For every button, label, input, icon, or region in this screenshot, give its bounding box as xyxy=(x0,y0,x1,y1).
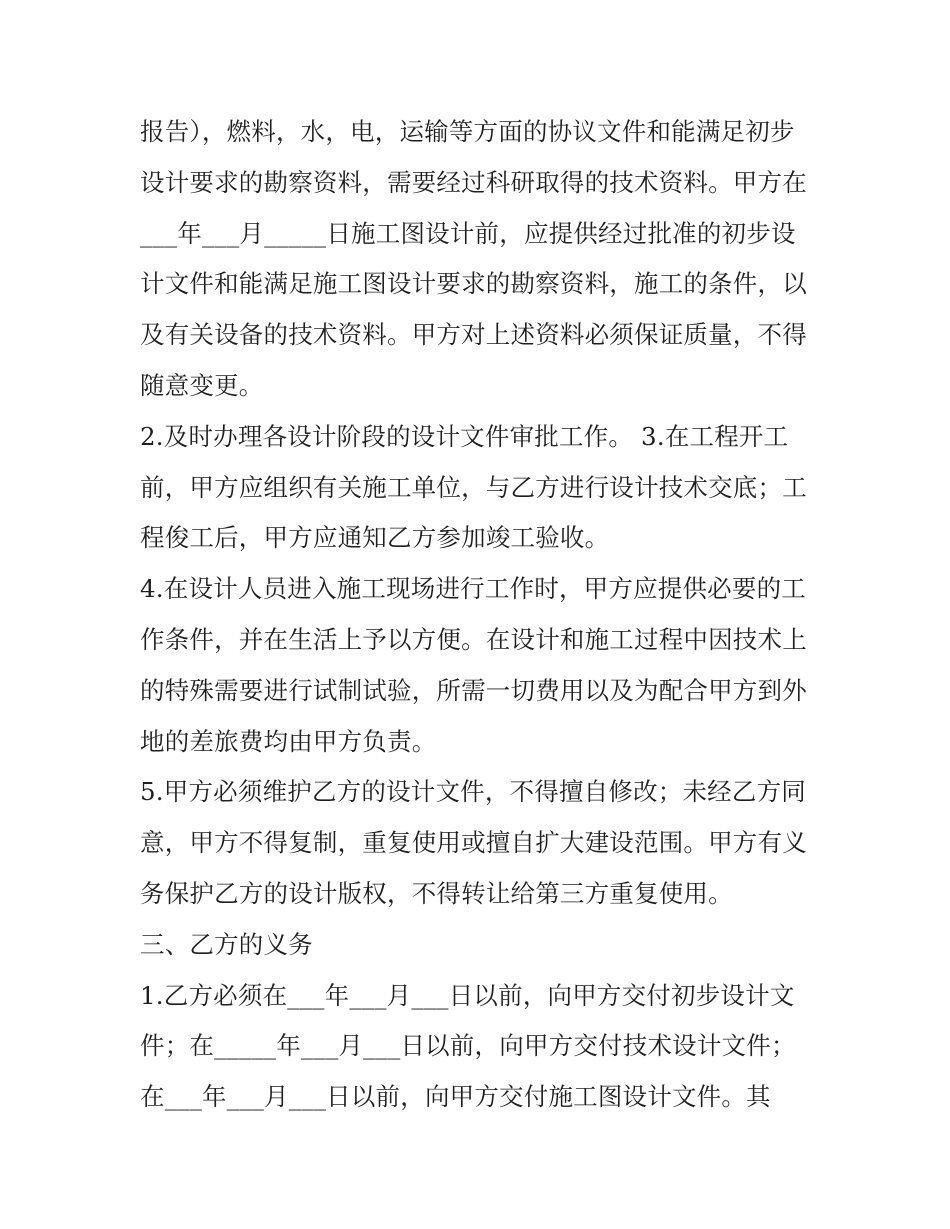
text-line: ___年___月_____日施工图设计前，应提供经过批准的初步设 xyxy=(140,218,796,248)
text-line: 务保护乙方的设计版权，不得转让给第三方重复使用。 xyxy=(140,878,733,908)
text-line: 及有关设备的技术资料。甲方对上述资料必须保证质量，不得 xyxy=(140,320,807,350)
text-line: 4.在设计人员进入施工现场进行工作时，甲方应提供必要的工 xyxy=(140,574,806,604)
text-line: 前，甲方应组织有关施工单位，与乙方进行设计技术交底；工 xyxy=(140,472,807,502)
text-line: 在___年___月___日以前，向甲方交付施工图设计文件。其 xyxy=(140,1082,771,1112)
text-line: 2.及时办理各设计阶段的设计文件审批工作。 3.在工程开工 xyxy=(140,421,789,451)
text-line: 程俊工后，甲方应通知乙方参加竣工验收。 xyxy=(140,523,610,553)
text-line: 报告），燃料，水，电，运输等方面的协议文件和能满足初步 xyxy=(140,117,795,146)
text-line: 作条件，并在生活上予以方便。在设计和施工过程中因技术上 xyxy=(140,624,807,654)
text-line: 件；在_____年___月___日以前，向甲方交付技术设计文件； xyxy=(140,1031,796,1061)
text-line: 计文件和能满足施工图设计要求的勘察资料，施工的条件，以 xyxy=(140,269,807,299)
text-line: 设计要求的勘察资料，需要经过科研取得的技术资料。甲方在 xyxy=(140,167,807,197)
text-line: 5.甲方必须维护乙方的设计文件，不得擅自修改；未经乙方同 xyxy=(140,777,806,807)
contract-body-text xyxy=(140,107,820,1123)
section-heading: 三、乙方的义务 xyxy=(140,929,313,959)
text-line: 1.乙方必须在___年___月___日以前，向甲方交付初步设计文 xyxy=(140,980,795,1010)
text-line: 地的差旅费均由甲方负责。 xyxy=(140,726,437,756)
text-line: 意，甲方不得复制，重复使用或擅自扩大建设范围。甲方有义 xyxy=(140,828,807,858)
text-line: 随意变更。 xyxy=(140,370,264,400)
text-line: 的特殊需要进行试制试验，所需一切费用以及为配合甲方到外 xyxy=(140,675,807,705)
